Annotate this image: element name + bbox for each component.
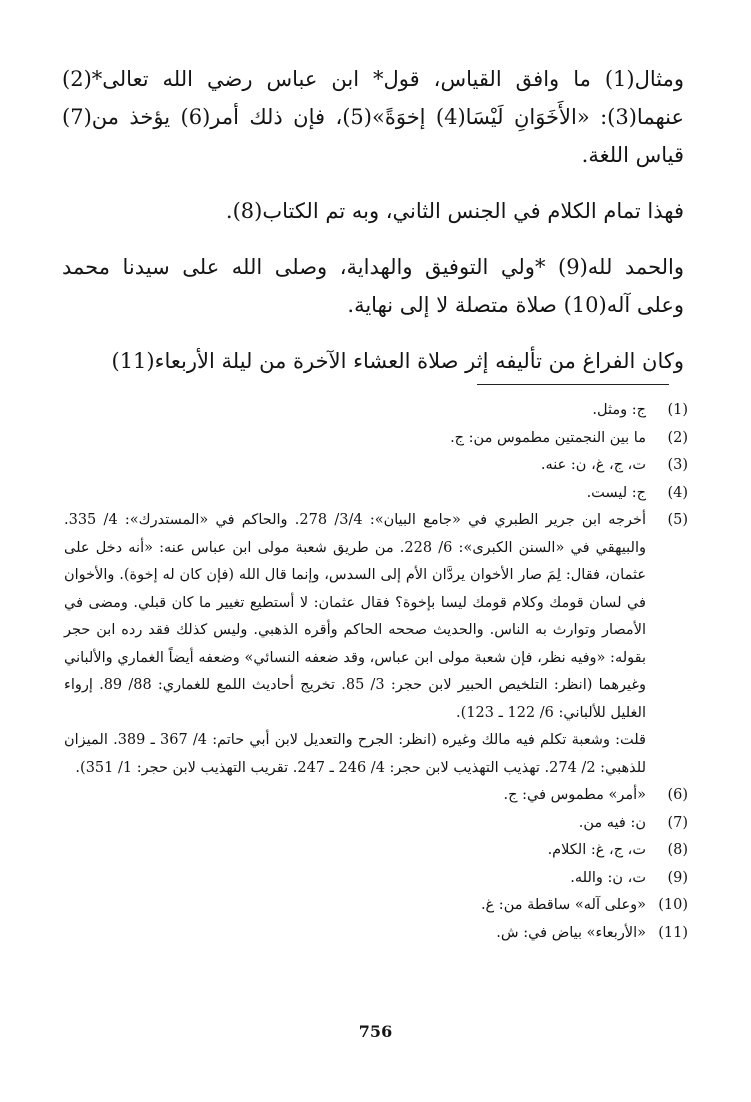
footnote-text: ت، ج، غ: الكلام.	[547, 842, 646, 858]
paragraph-4: وكان الفراغ من تأليفه إثر صلاة العشاء الآخرة من ليلة الأربعاء(11)	[111, 349, 684, 373]
footnote-text: «أمر» مطموس في: ج.	[503, 787, 646, 803]
footnote-7	[64, 810, 688, 838]
footnote-5-continuation	[64, 727, 688, 782]
footnote-text: ن: فيه من.	[578, 814, 646, 831]
footnote-11	[64, 920, 688, 948]
footnote-number: (5)	[667, 512, 688, 528]
footnote-text: ت، ن: والله.	[570, 869, 646, 886]
footnote-number: (7)	[667, 814, 688, 831]
footnote-text: قلت: وشعبة تكلم فيه مالك وغيره (انظر: الجرح والتعديل لابن أبي حاتم: 4/ 367 ـ 389. الميزان للذهبي: 2/ 274. تهذيب التهذيب لابن حجر: 4/ 246 ـ 247. تقريب التهذيب لابن حجر: 1/ 351).	[64, 732, 646, 776]
footnote-number: (9)	[667, 869, 688, 886]
footnote-number: (10)	[658, 897, 688, 913]
footnote-number: (1)	[667, 402, 688, 418]
footnote-divider	[477, 384, 669, 385]
footnote-9	[64, 865, 688, 893]
footnote-number: (4)	[667, 484, 688, 501]
footnote-number: (8)	[667, 842, 688, 858]
footnote-text: «وعلى آله» ساقطة من: غ.	[480, 897, 646, 913]
footnote-text: ج: ليست.	[586, 484, 646, 501]
footnote-text: ت، ج، غ، ن: عنه.	[540, 457, 646, 473]
paragraph-2: فهذا تمام الكلام في الجنس الثاني، وبه تم الكتاب(8).	[225, 199, 684, 223]
footnote-number: (6)	[667, 787, 688, 803]
footnote-number: (11)	[658, 924, 688, 941]
footnote-text: «الأربعاء» بياض في: ش.	[496, 924, 646, 941]
main-text	[62, 60, 684, 398]
footnote-3	[64, 452, 688, 480]
footnote-text: ما بين النجمتين مطموس من: ج.	[450, 429, 646, 446]
paragraph-1: ومثال(1) ما وافق القياس، قول* ابن عباس رضي الله تعالى*(2) عنهما(3): «الأَخَوَانِ لَيْسَا(4) إخوَةً»(5)، فإن ذلك أمر(6) يؤخذ من(7) قياس اللغة.	[62, 67, 685, 167]
footnote-5	[64, 507, 688, 727]
footnote-6	[64, 782, 688, 810]
footnotes	[64, 397, 688, 947]
footnote-2	[64, 425, 688, 453]
paragraph-3: والحمد لله(9) *ولي التوفيق والهداية، وصلى الله على سيدنا محمد وعلى آله(10) صلاة متصلة لا إلى نهاية.	[62, 255, 684, 317]
footnote-1	[64, 397, 688, 425]
footnote-text: ج: ومثل.	[592, 402, 646, 418]
footnote-number: (3)	[667, 457, 688, 473]
footnote-number: (2)	[667, 429, 688, 446]
footnote-8	[64, 837, 688, 865]
footnote-4	[64, 480, 688, 508]
footnote-10	[64, 892, 688, 920]
footnote-text: أخرجه ابن جرير الطبري في «جامع البيان»: 3/4/ 278. والحاكم في «المستدرك»: 4/ 335. والبيهقي في «السنن الكبرى»: 6/ 228. من طريق شعبة مولى ابن عباس عنه: «أنه دخل على عثمان، فقال: لِمَ صار الأخوان يردَّان الأم إلى السدس، وإنما قال الله (فإن كان له إخوة). والأخوان في لسان قومك وكلام قومك ليسا بإخوة؟ فقال عثمان: لا أستطيع تغيير ما كان قبلي. ومضى في الأمصار وتوارث به الناس. والحديث صححه الحاكم وأقره الذهبي. وليس كذلك فقد رده ابن حجر بقوله: «وفيه نظر، فإن شعبة مولى ابن عباس، وقد ضعفه النسائي» وضعفه أيضاً الغماري والألباني وغيرهما (انظر: التلخيص الحبير لابن حجر: 3/ 85. تخريج أحاديث اللمع للغماري: 88/ 89. إرواء الغليل للألباني: 6/ 122 ـ 123).	[64, 512, 646, 721]
page-number: 756	[358, 1022, 393, 1041]
